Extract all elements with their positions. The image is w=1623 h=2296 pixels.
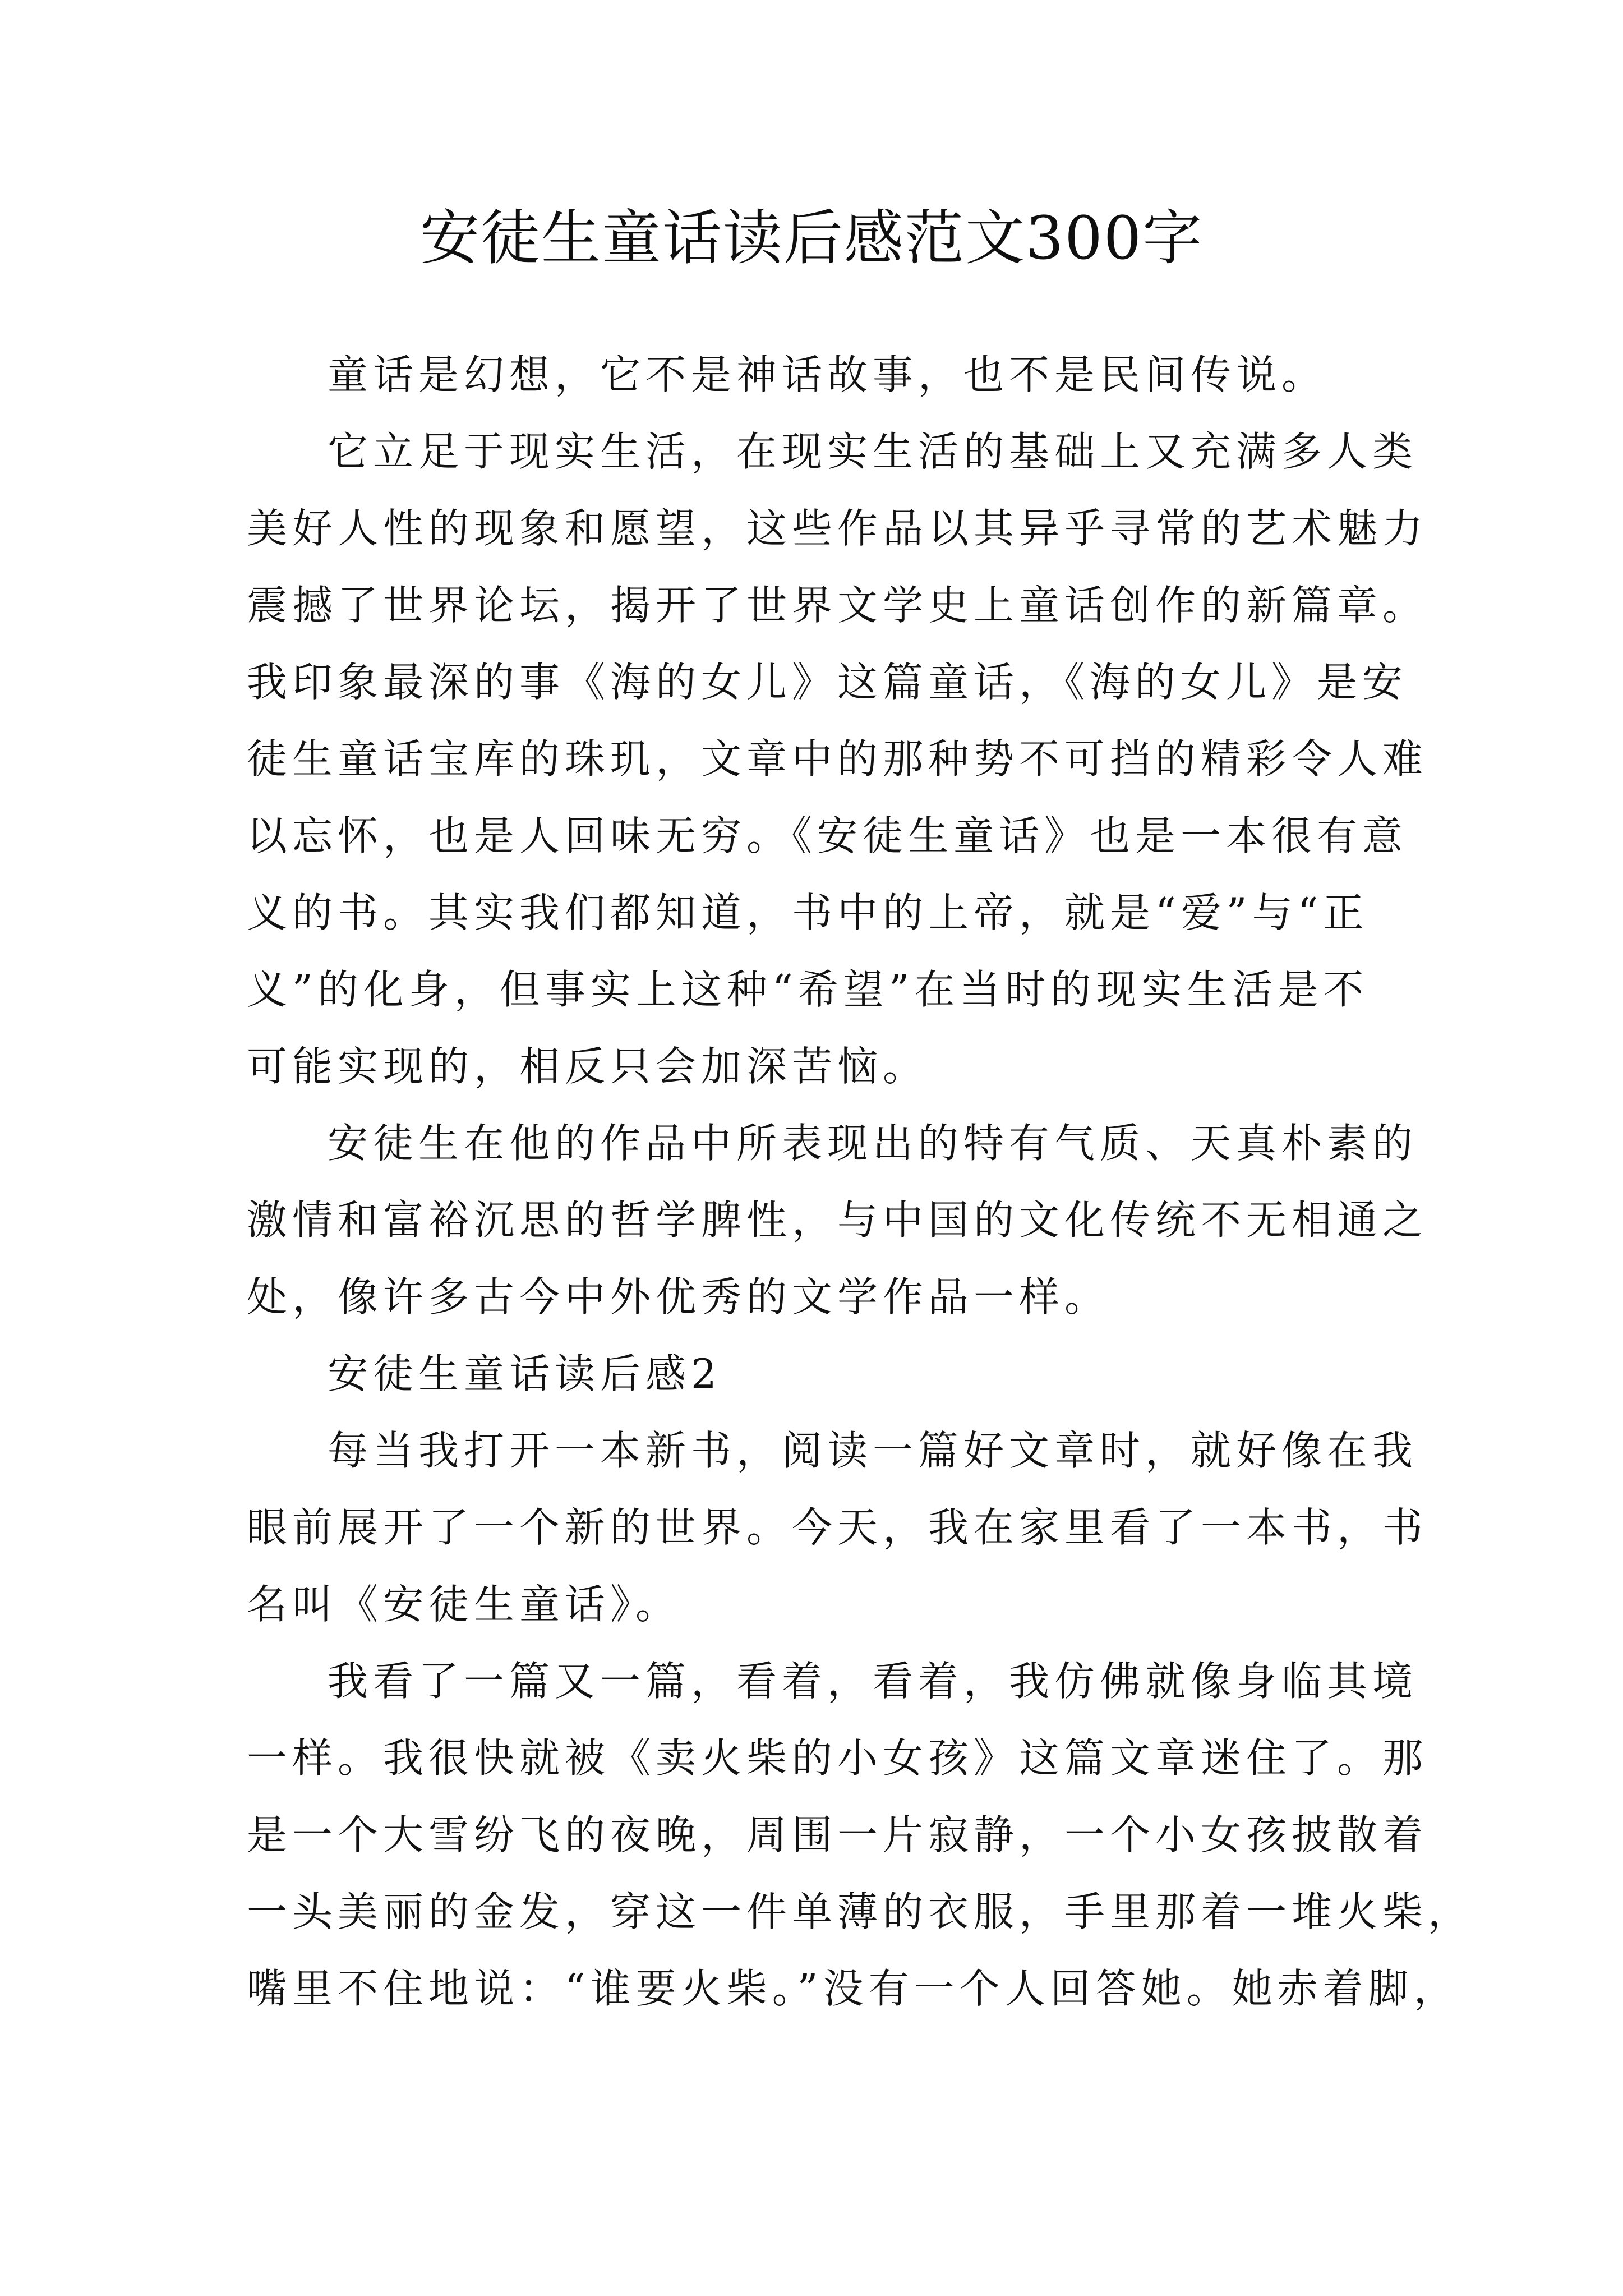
section-heading [247,1336,1391,1412]
text-line: 是一个大雪纷飞的夜晚，周围一片寂静，一个小女孩披散着 [247,1811,1428,1858]
document-body [247,337,1474,2027]
text-line: 安徒生在他的作品中所表现出的特有气质、天真朴素的 [328,1120,1418,1167]
text-line: 义”的化身，但事实上这种“希望”在当时的现实生活是不 [247,966,1369,1013]
document-title: 安徒生童话读后感范文300字 [419,204,1204,273]
text-line: 震撼了世界论坛，揭开了世界文学史上童话创作的新篇章。 [247,582,1428,629]
text-line: 每当我打开一本新书，阅读一篇好文章时，就好像在我 [328,1427,1418,1474]
paragraph-1 [247,337,1391,413]
text-line: 童话是幻想，它不是神话故事，也不是民间传说。 [328,351,1327,398]
text-line: 眼前展开了一个新的世界。今天，我在家里看了一本书，书 [247,1504,1428,1551]
text-line: 徒生童话宝库的珠玑，文章中的那种势不可挡的精彩令人难 [247,735,1428,783]
text-line: 以忘怀，也是人回味无穷。《安徒生童话》也是一本很有意 [247,812,1408,859]
text-line: 它立足于现实生活，在现实生活的基础上又充满多人类 [328,428,1418,475]
text-line: 一头美丽的金发，穿这一件单薄的衣服，手里那着一堆火柴， [247,1888,1474,1935]
text-line: 一样。我很快就被《卖火柴的小女孩》这篇文章迷住了。那 [247,1734,1428,1782]
text-line: 我印象最深的事《海的女儿》这篇童话，《海的女儿》是安 [247,659,1408,706]
text-line: 我看了一篇又一篇，看着，看着，我仿佛就像身临其境 [328,1658,1418,1705]
text-line: 激情和富裕沉思的哲学脾性，与中国的文化传统不无相通之 [247,1197,1428,1244]
paragraph-2 [247,413,1428,1105]
text-line: 处，像许多古今中外优秀的文学作品一样。 [247,1273,1110,1320]
text-line: 可能实现的，相反只会加深苦恼。 [247,1043,929,1090]
text-line: 义的书。其实我们都知道，书中的上帝，就是“爱”与“正 [247,889,1369,936]
text-line: 嘴里不住地说：“谁要火柴。”没有一个人回答她。她赤着脚， [247,1965,1459,2012]
paragraph-4 [247,1412,1428,1643]
text-line: 美好人性的现象和愿望，这些作品以其异乎寻常的艺术魅力 [247,505,1428,552]
text-line: 名叫《安徒生童话》。 [247,1581,681,1628]
text-line: 安徒生童话读后感2 [328,1350,722,1397]
paragraph-5 [247,1643,1474,2027]
paragraph-3 [247,1105,1428,1336]
